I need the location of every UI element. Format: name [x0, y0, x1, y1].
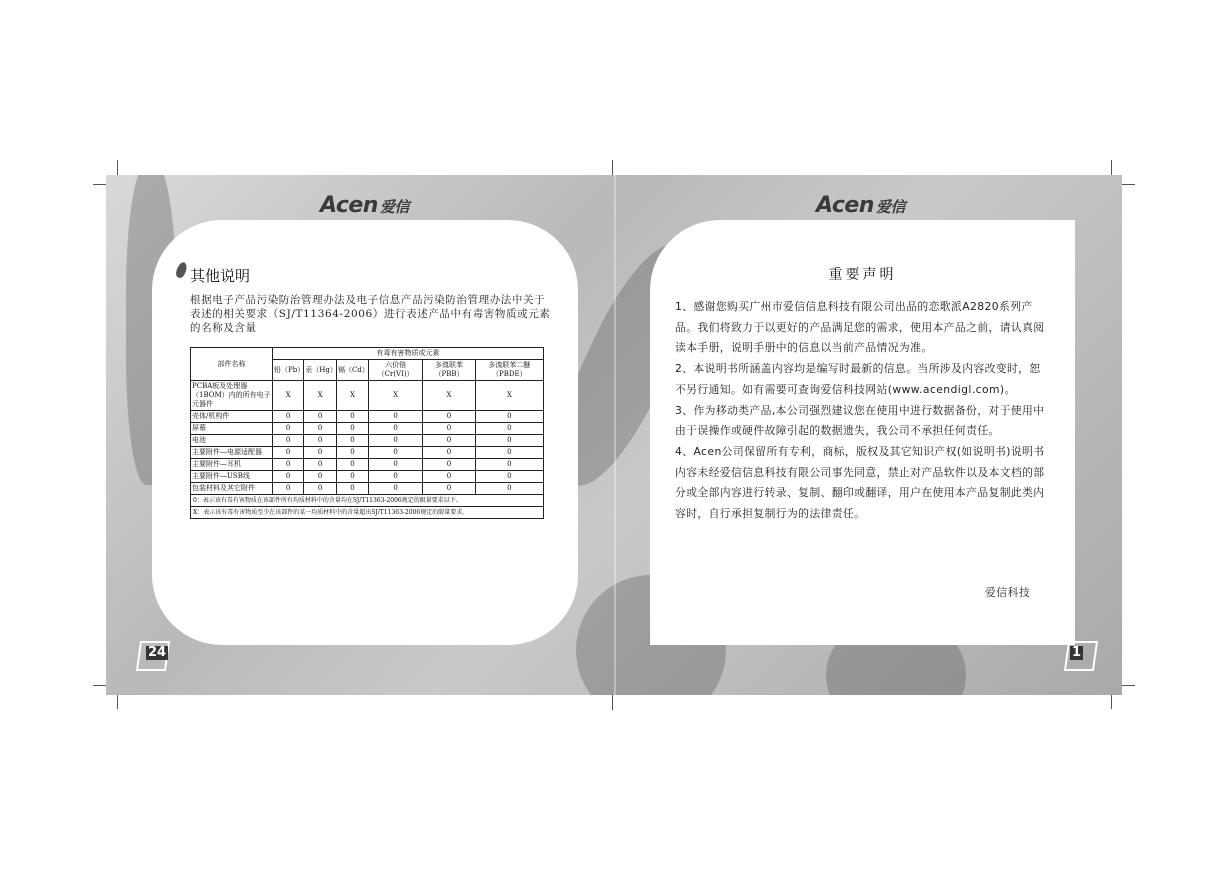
table-cell-value: 0: [273, 483, 304, 495]
table-cell-value: 0: [475, 459, 543, 471]
table-substance-header: 多溴联苯二醚（PBDE）: [475, 360, 543, 381]
table-cell-value: 0: [273, 471, 304, 483]
table-cell-value: 0: [304, 435, 337, 447]
table-cell-value: X: [368, 381, 422, 411]
table-cell-value: 0: [423, 459, 475, 471]
hazardous-substances-table: [190, 347, 544, 519]
table-cell-value: 0: [423, 471, 475, 483]
statement-paragraph: 2、本说明书所涵盖内容均是编写时最新的信息。当所涉及内容改变时，恕不另行通知。如有需要可查询爱信科技网站(www.acendigl.com)。: [675, 362, 1041, 396]
acen-logo: Acen 爱信: [320, 193, 409, 218]
table-row: [191, 447, 544, 459]
section-heading: 重要声明: [828, 267, 897, 283]
table-cell-value: 0: [475, 471, 543, 483]
table-cell-value: 0: [423, 423, 475, 435]
page-number-right: 1: [1072, 645, 1082, 660]
table-cell-value: 0: [304, 411, 337, 423]
table-cell-value: 0: [368, 423, 422, 435]
table-row: [191, 471, 544, 483]
table-note-x: X：表示该有毒有害物质至少在该部件的某一均质材料中的含量超出SJ/T11363-2006规定的限量要求。: [191, 507, 544, 519]
table-row: [191, 435, 544, 447]
statement-paragraph: 1、感谢您购买广州市爱信信息科技有限公司出品的恋歌派A2820系列产品。我们将致力于以更好的产品满足您的需求，使用本产品之前，请认真阅读本手册，说明手册中的信息以当前产品情况为准。: [675, 300, 1045, 355]
table-cell-value: 0: [368, 447, 422, 459]
table-cell-value: X: [273, 381, 304, 411]
page-number-left: 24: [148, 645, 167, 660]
table-cell-part: 主要附件—电源适配器: [191, 447, 273, 459]
table-cell-value: 0: [368, 459, 422, 471]
table-body: [191, 381, 544, 495]
table-cell-value: 0: [273, 447, 304, 459]
table-row: [191, 459, 544, 471]
acen-logo: Acen 爱信: [816, 193, 905, 218]
table-cell-value: 0: [368, 471, 422, 483]
table-cell-value: 0: [273, 423, 304, 435]
table-cell-value: 0: [304, 471, 337, 483]
table-cell-value: 0: [337, 471, 369, 483]
table-cell-value: 0: [475, 411, 543, 423]
table-cell-value: 0: [304, 459, 337, 471]
table-cell-value: 0: [304, 447, 337, 459]
table-cell-value: 0: [368, 411, 422, 423]
table-cell-value: 0: [304, 483, 337, 495]
table-header-group: 有毒有害物质或元素: [273, 348, 544, 360]
table-substance-header: 铅（Pb）: [273, 360, 304, 381]
table-cell-value: 0: [337, 459, 369, 471]
table-cell-value: 0: [423, 435, 475, 447]
table-cell-part: 屏幕: [191, 423, 273, 435]
table-cell-value: 0: [475, 483, 543, 495]
table-substance-header: 镉（Cd）: [337, 360, 369, 381]
table-cell-value: 0: [337, 435, 369, 447]
table-cell-value: 0: [337, 447, 369, 459]
table-cell-value: 0: [475, 435, 543, 447]
intro-paragraph: 根据电子产品污染防治管理办法及电子信息产品污染防治管理办法中关于表述的相关要求（SJ/T11364-2006）进行表述产品中有毒害物质或元素的名称及含量: [190, 294, 551, 334]
table-cell-part: 主要附件—USB线: [191, 471, 273, 483]
table-cell-part: 包装材料及其它附件: [191, 483, 273, 495]
table-cell-part: 壳体/机构件: [191, 411, 273, 423]
table-cell-part: 主要附件—耳机: [191, 459, 273, 471]
table-row: [191, 411, 544, 423]
table-cell-value: 0: [273, 435, 304, 447]
table-substance-header: 六价铬（Cr(VI)）: [368, 360, 422, 381]
signature: 爱信科技: [985, 586, 1031, 599]
table-cell-value: 0: [337, 483, 369, 495]
table-cell-part: 电池: [191, 435, 273, 447]
table-cell-value: X: [337, 381, 369, 411]
statement-paragraph: 3、作为移动类产品,本公司强烈建议您在使用中进行数据备份，对于使用中由于误操作或硬件故障引起的数据遗失，我公司不承担任何责任。: [675, 403, 1045, 438]
table-substance-header: 汞（Hg）: [304, 360, 337, 381]
table-cell-part: PCBA板及处理器（1BOM）内的所有电子元器件: [191, 381, 273, 411]
table-cell-value: X: [304, 381, 337, 411]
table-row: [191, 483, 544, 495]
table-cell-value: 0: [475, 447, 543, 459]
table-cell-value: 0: [423, 447, 475, 459]
table-cell-value: 0: [337, 411, 369, 423]
table-row: [191, 423, 544, 435]
table-substance-header: 多溴联苯（PBB）: [423, 360, 475, 381]
section-heading: 其他说明: [190, 267, 251, 285]
table-cell-value: 0: [368, 483, 422, 495]
statement-body: [675, 297, 1051, 525]
table-cell-value: X: [475, 381, 543, 411]
table-cell-value: 0: [337, 423, 369, 435]
book-spine: [614, 175, 616, 695]
statement-paragraph: 4、Acen公司保留所有专利，商标，版权及其它知识产权(如说明书)说明书内容未经爱信信息科技有限公司事先同意，禁止对产品软件以及本文档的部分或全部内容进行转录、复制、翻印或翻译，用户在使用本产品复制此类内容时，自行承担复制行为的法律责任。: [675, 444, 1045, 521]
table-note-zero: 0：表示该有毒有害物质在该部件所有均质材料中的含量均在SJ/T11363-2006规定的限量要求以下。: [191, 495, 544, 507]
table-cell-value: 0: [423, 411, 475, 423]
table-cell-value: 0: [273, 411, 304, 423]
table-cell-value: 0: [368, 435, 422, 447]
table-cell-value: 0: [475, 423, 543, 435]
table-header-part: 部件名称: [191, 348, 273, 381]
table-cell-value: 0: [273, 459, 304, 471]
table-cell-value: 0: [423, 483, 475, 495]
table-row: [191, 381, 544, 411]
table-cell-value: X: [423, 381, 475, 411]
table-cell-value: 0: [304, 423, 337, 435]
